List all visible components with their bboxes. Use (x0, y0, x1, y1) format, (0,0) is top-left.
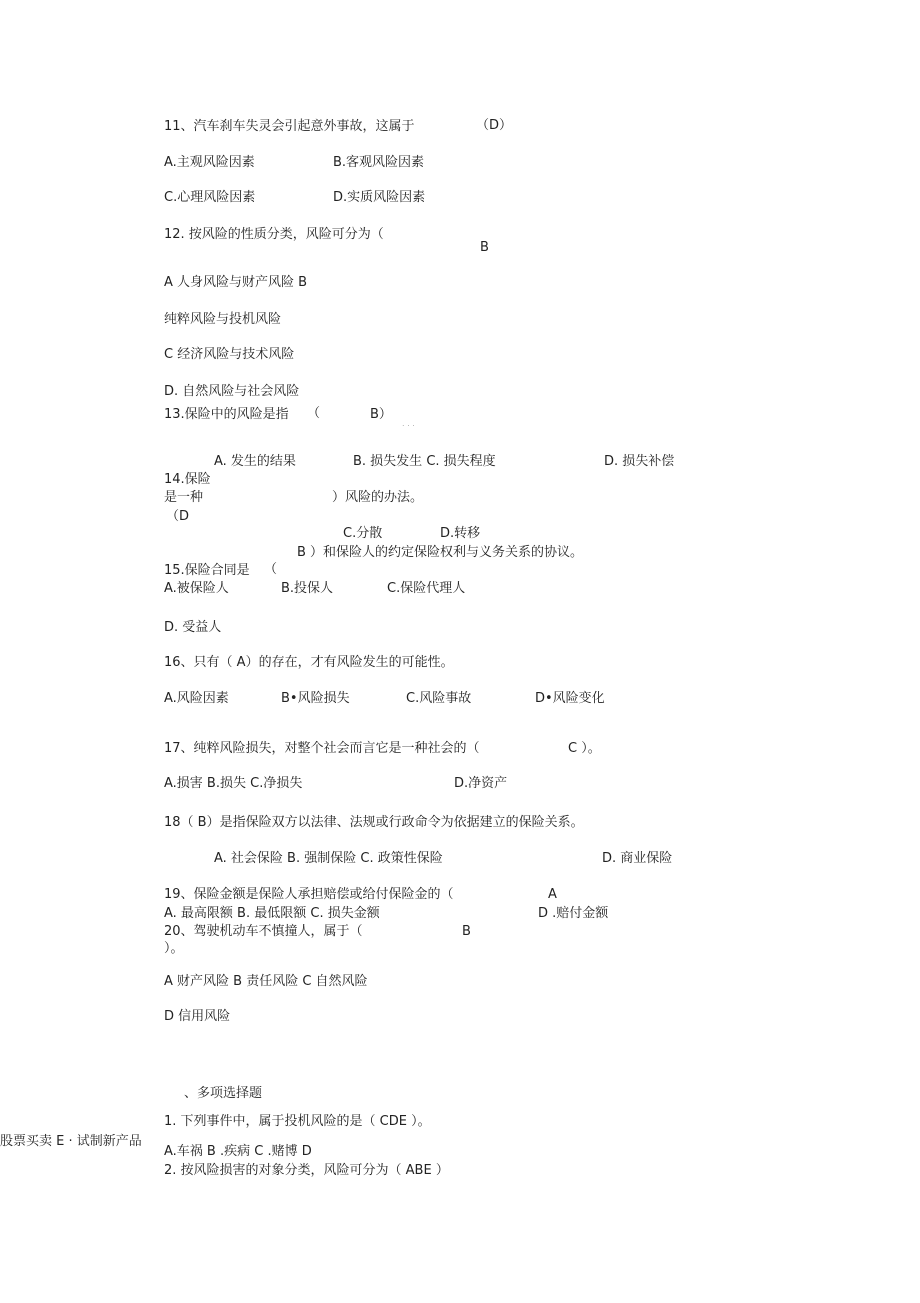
q13-paren: （ (307, 406, 321, 421)
q12-answer: B (480, 240, 489, 255)
q14-tail: ）风险的办法。 (332, 490, 424, 505)
multi-q2-stem: 2. 按风险损害的对象分类，风险可分为（ ABE ） (164, 1163, 449, 1178)
multi-heading: 、多项选择题 (184, 1086, 263, 1101)
multi-q1-options: A.车祸 B .疾病 C .赌博 D (164, 1144, 312, 1159)
q15-option-a: A.被保险人 (164, 581, 229, 596)
q19-option-d: D .赔付金额 (538, 906, 609, 921)
q15-option-c: C.保险代理人 (387, 581, 466, 596)
q20-option-d-clip (164, 1009, 304, 1024)
q17-stem: 17、纯粹风险损失，对整个社会而言它是一种社会的（ (164, 741, 480, 756)
q16-stem: 16、只有（ A）的存在，才有风险发生的可能性。 (164, 655, 454, 670)
q14-option-d: D.转移 (440, 526, 481, 541)
q20-option-abc: A 财产风险 B 责任风险 C 自然风险 (164, 974, 368, 989)
multi-q1-stem: 1. 下列事件中，属于投机风险的是（ CDE ）。 (164, 1114, 431, 1129)
q17-option-d: D.净资产 (454, 776, 508, 791)
q11-option-c: C.心理风险因素 (164, 190, 256, 205)
q18-option-abc: A. 社会保险 B. 强制保险 C. 政策性保险 (214, 851, 443, 866)
q19-option-abc: A. 最高限额 B. 最低限额 C. 损失金额 (164, 906, 380, 921)
q11-answer: （D） (476, 118, 513, 133)
q12-stem: 12. 按风险的性质分类，风险可分为（ (164, 227, 384, 242)
q11-option-a: A.主观风险因素 (164, 155, 255, 170)
q13-option-bc: B. 损失发生 C. 损失程度 (353, 454, 496, 469)
q12-option-a: A 人身风险与财产风险 B (164, 275, 308, 290)
q13-option-d: D. 损失补偿 (604, 454, 675, 469)
q13-option-a: A. 发生的结果 (214, 454, 296, 469)
q15-option-d: D. 受益人 (164, 620, 222, 635)
q18-stem: 18（ B）是指保险双方以法律、法规或行政命令为依据建立的保险关系。 (164, 815, 584, 830)
q20-stem: 20、驾驶机动车不慎撞人，属于（ (164, 924, 363, 939)
q16-option-a: A.风险因素 (164, 691, 229, 706)
q17-option-abc: A.损害 B.损失 C.净损失 (164, 776, 303, 791)
q11-stem: 11、汽车刹车失灵会引起意外事故，这属于 (164, 119, 415, 134)
q12-option-d: D. 自然风险与社会风险 (164, 384, 300, 399)
q14-option-c: C.分散 (343, 526, 383, 541)
q14-line1: 14.保险 (164, 472, 211, 487)
q16-option-d: D•风险变化 (535, 691, 605, 706)
q15-stem: 15.保险合同是 (164, 563, 250, 578)
q13-dots: . . . (402, 419, 415, 428)
q11-option-b: B.客观风险因素 (333, 155, 425, 170)
q16-option-b: B•风险损失 (281, 691, 350, 706)
q12-option-c: C 经济风险与技术风险 (164, 347, 295, 362)
q15-option-b: B.投保人 (281, 581, 334, 596)
q20-close: ）。 (164, 941, 184, 956)
q15-fragment: B ）和保险人的约定保险权利与义务关系的协议。 (297, 545, 584, 560)
q11-option-d: D.实质风险因素 (333, 190, 426, 205)
q20-answer: B (462, 924, 471, 939)
q18-option-d: D. 商业保险 (602, 851, 673, 866)
q19-stem: 19、保险金额是保险人承担赔偿或给付保险金的（ (164, 887, 454, 902)
q14-answer: （D (166, 509, 190, 524)
q17-answer: C ）。 (568, 741, 601, 756)
q16-option-c: C.风险事故 (406, 691, 472, 706)
multi-q1-overflow: 股票买卖 E · 试制新产品 (0, 1134, 142, 1149)
q15-paren: （ (264, 562, 278, 577)
q20-option-d: D 信用风险 (164, 1009, 231, 1024)
q14-line2: 是一种 (164, 490, 204, 505)
q19-answer: A (548, 887, 557, 902)
q13-answer: B） (370, 407, 392, 422)
q13-stem: 13.保险中的风险是指 (164, 407, 289, 422)
q12-option-b: 纯粹风险与投机风险 (164, 312, 282, 327)
